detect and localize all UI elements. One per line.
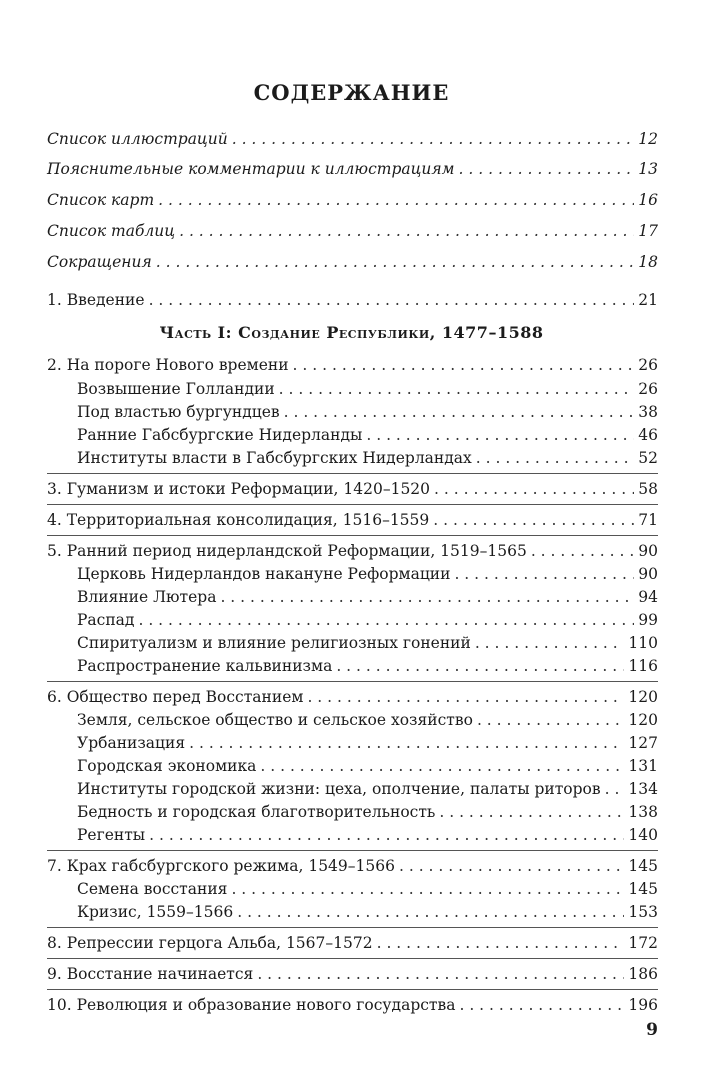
leader-dots <box>149 288 635 312</box>
toc-entry-title: Влияние Лютера <box>77 588 217 606</box>
toc-section <box>77 608 658 632</box>
divider <box>47 927 658 928</box>
toc-chapter <box>47 508 658 532</box>
leader-dots <box>475 631 625 655</box>
toc-entry-page: 186 <box>628 965 658 983</box>
leader-dots <box>605 777 625 801</box>
toc-entry-title: Городская экономика <box>77 757 257 775</box>
leader-dots <box>476 446 635 470</box>
toc-chapter <box>47 353 658 377</box>
divider <box>47 504 658 505</box>
toc-section <box>77 731 658 755</box>
leader-dots <box>434 477 634 501</box>
leader-dots <box>232 127 635 151</box>
toc-entry-title: 9. Восстание начинается <box>47 965 254 983</box>
toc-section <box>77 777 658 801</box>
toc-entry-title: Институты городской жизни: цеха, ополчение, палаты риторов <box>77 780 601 798</box>
toc-entry-page: 21 <box>638 291 658 309</box>
toc-entry-page: 26 <box>638 356 658 374</box>
toc-entry-page: 26 <box>638 380 658 398</box>
toc-section <box>77 400 658 424</box>
toc-entry-title: 3. Гуманизм и истоки Реформации, 1420–1520 <box>47 480 431 498</box>
toc-entry-page: 116 <box>628 657 658 675</box>
toc-entry-title: Пояснительные комментарии к иллюстрациям <box>47 160 455 178</box>
divider <box>47 473 658 474</box>
toc-chapter <box>47 993 658 1017</box>
toc-entry-title: Сокращения <box>47 253 152 271</box>
toc-entry-page: 138 <box>628 803 658 821</box>
divider <box>47 958 658 959</box>
leader-dots <box>189 731 624 755</box>
toc-entry-page: 120 <box>628 711 658 729</box>
toc-entry-page: 134 <box>628 780 658 798</box>
leader-dots <box>179 219 634 243</box>
leader-dots <box>231 877 624 901</box>
toc-section <box>77 585 658 609</box>
toc-section <box>77 823 658 847</box>
divider <box>47 535 658 536</box>
divider <box>47 850 658 851</box>
part-heading: Часть I: Создание Республики, 1477–1588 <box>159 323 544 342</box>
leader-dots <box>377 931 625 955</box>
toc-section <box>77 900 658 924</box>
toc-chapter <box>47 685 658 709</box>
toc-entry-page: 58 <box>638 480 658 498</box>
toc-entry-page: 145 <box>628 880 658 898</box>
toc-entry-page: 127 <box>628 734 658 752</box>
toc-entry <box>47 250 658 274</box>
divider <box>47 681 658 682</box>
leader-dots <box>454 562 634 586</box>
toc-entry-title: Семена восстания <box>77 880 228 898</box>
leader-dots <box>307 685 624 709</box>
toc-entry <box>47 288 658 312</box>
toc-entry-title: Под властью бургундцев <box>77 403 280 421</box>
leader-dots <box>279 377 635 401</box>
toc-chapter <box>47 962 658 986</box>
toc-entry-page: 120 <box>628 688 658 706</box>
toc-entry-title: 1. Введение <box>47 291 145 309</box>
leader-dots <box>149 823 624 847</box>
leader-dots <box>158 188 634 212</box>
toc-entry-page: 71 <box>638 511 658 529</box>
leader-dots <box>237 900 624 924</box>
leader-dots <box>477 708 624 732</box>
toc-entry-title: Регенты <box>77 826 146 844</box>
leader-dots <box>459 157 635 181</box>
toc-section <box>77 446 658 470</box>
toc-entry-page: 18 <box>638 253 658 271</box>
leader-dots <box>260 754 624 778</box>
toc-entry-title: Возвышение Голландии <box>77 380 275 398</box>
toc-entry-title: 2. На пороге Нового времени <box>47 356 289 374</box>
toc-entry-title: Распад <box>77 611 135 629</box>
toc-entry-page: 94 <box>638 588 658 606</box>
toc-section <box>77 654 658 678</box>
toc-entry <box>47 127 658 151</box>
leader-dots <box>366 423 634 447</box>
toc-entry-title: Ранние Габсбургские Нидерланды <box>77 426 363 444</box>
leader-dots <box>293 353 635 377</box>
toc-entry-title: Бедность и городская благотворительность <box>77 803 436 821</box>
page-title: СОДЕРЖАНИЕ <box>253 80 450 105</box>
toc-entry-page: 145 <box>628 857 658 875</box>
toc-entry-title: Спиритуализм и влияние религиозных гонений <box>77 634 471 652</box>
leader-dots <box>336 654 624 678</box>
toc-entry-page: 46 <box>638 426 658 444</box>
leader-dots <box>459 993 624 1017</box>
toc-section <box>77 562 658 586</box>
toc-entry-page: 140 <box>628 826 658 844</box>
toc-entry-title: Список карт <box>47 191 155 209</box>
toc-entry-title: Институты власти в Габсбургских Нидерландах <box>77 449 472 467</box>
toc-entry-page: 90 <box>638 565 658 583</box>
leader-dots <box>399 854 624 878</box>
leader-dots <box>138 608 634 632</box>
toc-entry-page: 172 <box>628 934 658 952</box>
toc-entry-title: Церковь Нидерландов накануне Реформации <box>77 565 451 583</box>
toc-section <box>77 423 658 447</box>
toc-chapter <box>47 477 658 501</box>
page-number: 9 <box>646 1020 658 1040</box>
divider <box>47 989 658 990</box>
toc-entry-page: 12 <box>638 130 658 148</box>
toc-entry-page: 90 <box>638 542 658 560</box>
toc-section <box>77 800 658 824</box>
toc-chapter <box>47 931 658 955</box>
leader-dots <box>220 585 634 609</box>
toc-entry-title: Список таблиц <box>47 222 176 240</box>
leader-dots <box>531 539 634 563</box>
toc-entry-page: 110 <box>628 634 658 652</box>
leader-dots <box>284 400 635 424</box>
toc-entry-title: Кризис, 1559–1566 <box>77 903 234 921</box>
toc-entry-title: Список иллюстраций <box>47 130 228 148</box>
toc-entry-page: 16 <box>638 191 658 209</box>
leader-dots <box>433 508 634 532</box>
toc-entry-page: 153 <box>628 903 658 921</box>
toc-chapter <box>47 539 658 563</box>
toc-entry-title: 10. Революция и образование нового государства <box>47 996 456 1014</box>
toc-entry-page: 196 <box>628 996 658 1014</box>
toc-section <box>77 877 658 901</box>
toc-section <box>77 708 658 732</box>
toc-section <box>77 377 658 401</box>
toc-entry-title: Урбанизация <box>77 734 186 752</box>
leader-dots <box>439 800 624 824</box>
toc-entry-title: Земля, сельское общество и сельское хозяйство <box>77 711 473 729</box>
toc-entry-page: 17 <box>638 222 658 240</box>
toc-entry-title: Распространение кальвинизма <box>77 657 333 675</box>
leader-dots <box>257 962 624 986</box>
toc-entry <box>47 188 658 212</box>
toc-entry-title: 6. Общество перед Восстанием <box>47 688 304 706</box>
leader-dots <box>156 250 635 274</box>
toc-entry-page: 52 <box>638 449 658 467</box>
toc-section <box>77 754 658 778</box>
toc-entry-title: 8. Репрессии герцога Альба, 1567–1572 <box>47 934 373 952</box>
toc-section <box>77 631 658 655</box>
toc-entry-page: 38 <box>638 403 658 421</box>
toc-entry <box>47 157 658 181</box>
toc-entry-title: 4. Территориальная консолидация, 1516–1559 <box>47 511 430 529</box>
toc-chapter <box>47 854 658 878</box>
toc-entry-title: 5. Ранний период нидерландской Реформации, 1519–1565 <box>47 542 527 560</box>
toc-entry-page: 131 <box>628 757 658 775</box>
toc-entry-title: 7. Крах габсбургского режима, 1549–1566 <box>47 857 395 875</box>
toc-entry-page: 13 <box>638 160 658 178</box>
toc-entry-page: 99 <box>638 611 658 629</box>
toc-entry <box>47 219 658 243</box>
